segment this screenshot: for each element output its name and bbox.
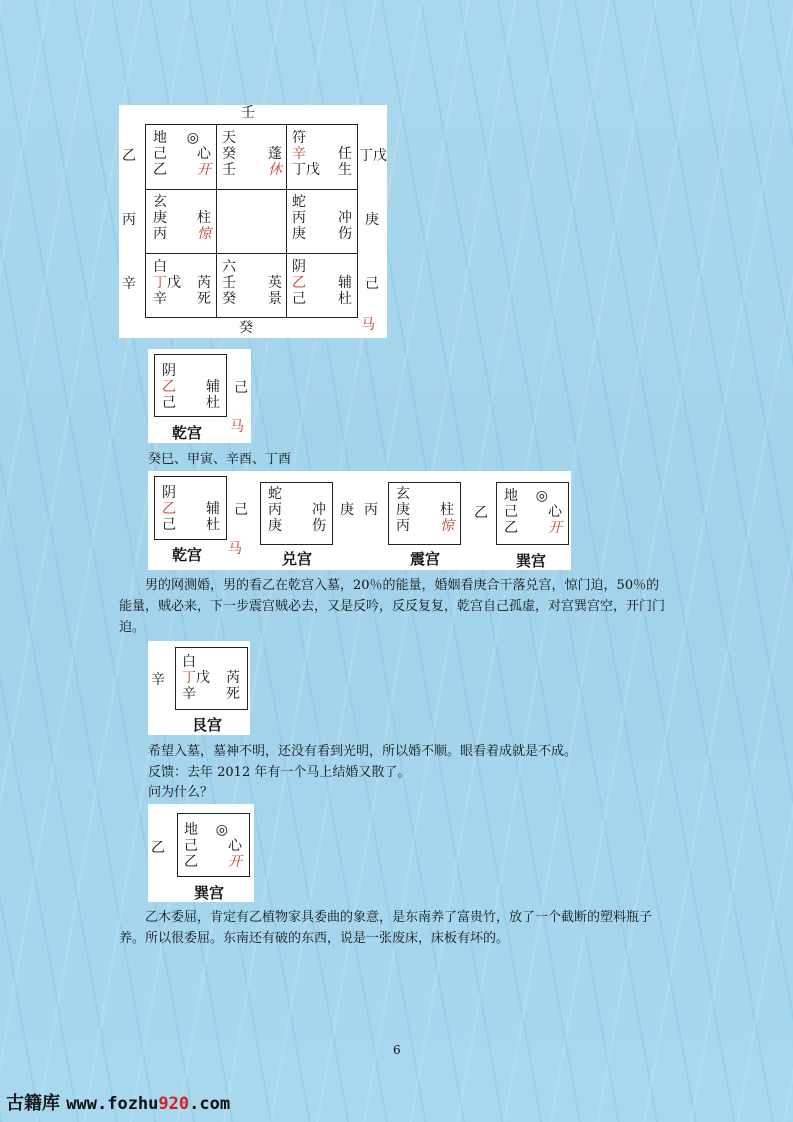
left-label-3: 辛 (122, 276, 136, 292)
page-number: 6 (393, 1043, 401, 1057)
paragraph-2: 乙木委屈，肯定有乙植物家具委曲的象意，是东南养了富贵竹，放了一个截断的塑料瓶子养。所以很委屈。东南还有破的东西，说是一张废床，床板有坏的。 (119, 910, 653, 946)
palace-zhen: 玄 庚 柱 丙 惊 (153, 194, 211, 242)
chart-top-label: 壬 (241, 105, 255, 121)
palace-kun: 符 辛 任 丁戊 生 (292, 130, 352, 178)
watermark: 古籍库 www.fozhu920.com (6, 1093, 231, 1114)
text-line-1: 希望入墓，墓神不明，还没有看到光明，所以婚不顺。眼看着成就是不成。 (148, 744, 578, 759)
palace-qian: 阴 乙 辅 己 杜 (292, 259, 352, 307)
four-palaces: 阴 乙 辅 己 杜 己 乾宫 马 蛇 丙 冲 庚 伤 庚 兑宫 丙 玄 庚 柱 丙 惊 震宫 乙 地 ◎ 己 心 乙 开 巽宫 (148, 471, 571, 570)
qian-title: 乾宫 (172, 424, 203, 442)
palace-dui: 蛇 丙 冲 庚 伤 (292, 194, 352, 242)
left-label-2: 丙 (122, 212, 136, 228)
four-pillars: 癸巳、甲寅、辛酉、丁酉 (148, 452, 292, 467)
palace-li: 天 癸 蓬 壬 休 (222, 130, 282, 178)
right-label-2: 庚 (365, 212, 379, 228)
full-chart (119, 105, 387, 338)
right-label-3: 己 (365, 276, 379, 292)
horse-mark: 马 (361, 317, 375, 333)
qian-palace-box: 阴 乙 辅 己 杜 己 乾宫 马 (148, 349, 251, 443)
palace-kan: 六 壬 英 癸 景 (222, 259, 282, 307)
text-line-2: 反馈：去年 2012 年有一个马上结婚又散了。 (148, 765, 411, 780)
gen-palace-box: 辛 白 丁戊 芮 辛 死 艮宫 (148, 641, 250, 735)
palace-xun: 地 ◎ 己 心 乙 开 (153, 130, 211, 178)
xun-palace-box: 乙 地 ◎ 己 心 乙 开 巽宫 (148, 804, 254, 902)
text-line-3: 问为什么？ (148, 785, 214, 800)
left-label-1: 乙 (122, 148, 136, 164)
paragraph-1: 男的网测婚，男的看乙在乾宫入墓，20％的能量，婚姻看庚合干落兑宫，惊门迫，50％的能量，贼必来，下一步震宫贼必去，又是反吟，反反复复，乾宫自己孤虚，对宫巽宫空，开门门迫。 (119, 578, 666, 635)
palace-gen: 白 丁戊 芮 辛 死 (153, 259, 211, 307)
chart-bottom-label: 癸 (239, 320, 253, 336)
right-label-1: 丁戊 (359, 148, 387, 164)
